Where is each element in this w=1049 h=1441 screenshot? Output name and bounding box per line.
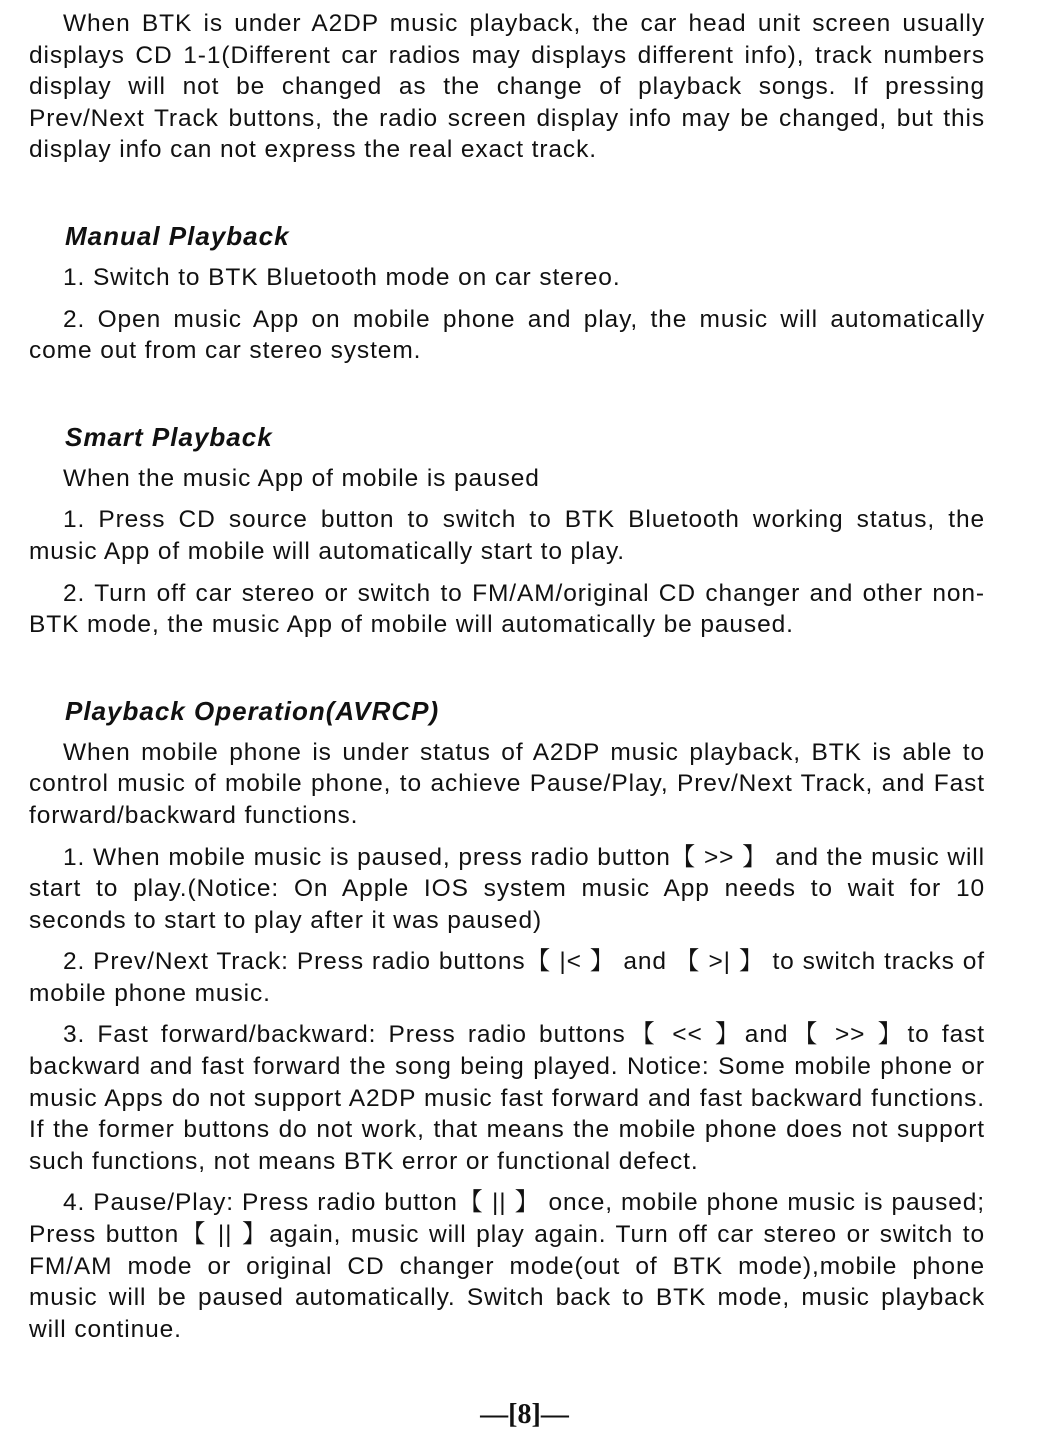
avrcp-step-1: 1. When mobile music is paused, press radio button【 >> 】 and the music will start to play.(Notice: On Apple IOS system music App needs to wait for 10 seconds to start to play after it was paused) [29,843,985,934]
avrcp-lead: When mobile phone is under status of A2DP music playback, BTK is able to control music of mobile phone, to achieve Pause/Play, Prev/Next Track, and Fast forward/backward functions. [29,738,985,829]
manual-page [29,8,985,1345]
manual-playback-heading: Manual Playback [65,220,290,251]
avrcp-heading: Playback Operation(AVRCP) [65,695,440,726]
avrcp-step-2: 2. Prev/Next Track: Press radio buttons【 |< 】 and 【 >| 】 to switch tracks of mobile phone music. [29,948,985,1007]
avrcp-step-3: 3. Fast forward/backward: Press radio buttons【 << 】and【 >> 】to fast backward and fast forward the song being played. Notice: Some mobile phone or music Apps do not support A2DP music fast forward and fast backward functions. If the former buttons do not work, that means the mobile phone does not support such functions, not means BTK error or functional defect. [29,1021,985,1175]
manual-step-2: 2. Open music App on mobile phone and play, the music will automatically come out from car stereo system. [29,305,985,365]
page-number: —[8]— [480,1399,569,1430]
smart-step-2: 2. Turn off car stereo or switch to FM/AM/original CD changer and other non-BTK mode, the music App of mobile will automatically be paused. [29,579,985,639]
avrcp-step-4: 4. Pause/Play: Press radio button【 || 】 once, mobile phone music is paused; Press button【 || 】again, music will play again. Turn off car stereo or switch to FM/AM mode or original CD changer mode(out of BTK mode),mobile phone music will be paused automatically. Switch back to BTK mode, music playback will continue. [29,1189,985,1343]
smart-step-1: 1. Press CD source button to switch to BTK Bluetooth working status, the music App of mobile will automatically start to play. [29,506,985,565]
intro-paragraph: When BTK is under A2DP music playback, the car head unit screen usually displays CD 1-1(Different car radios may displays different info), track numbers display will not be changed as the change of playback songs. If pressing Prev/Next Track buttons, the radio screen display info may be changed, but this display info can not express the real exact track. [29,10,985,164]
manual-step-1: 1. Switch to BTK Bluetooth mode on car stereo. [63,263,621,291]
smart-playback-heading: Smart Playback [65,421,273,452]
smart-lead: When the music App of mobile is paused [63,464,540,492]
